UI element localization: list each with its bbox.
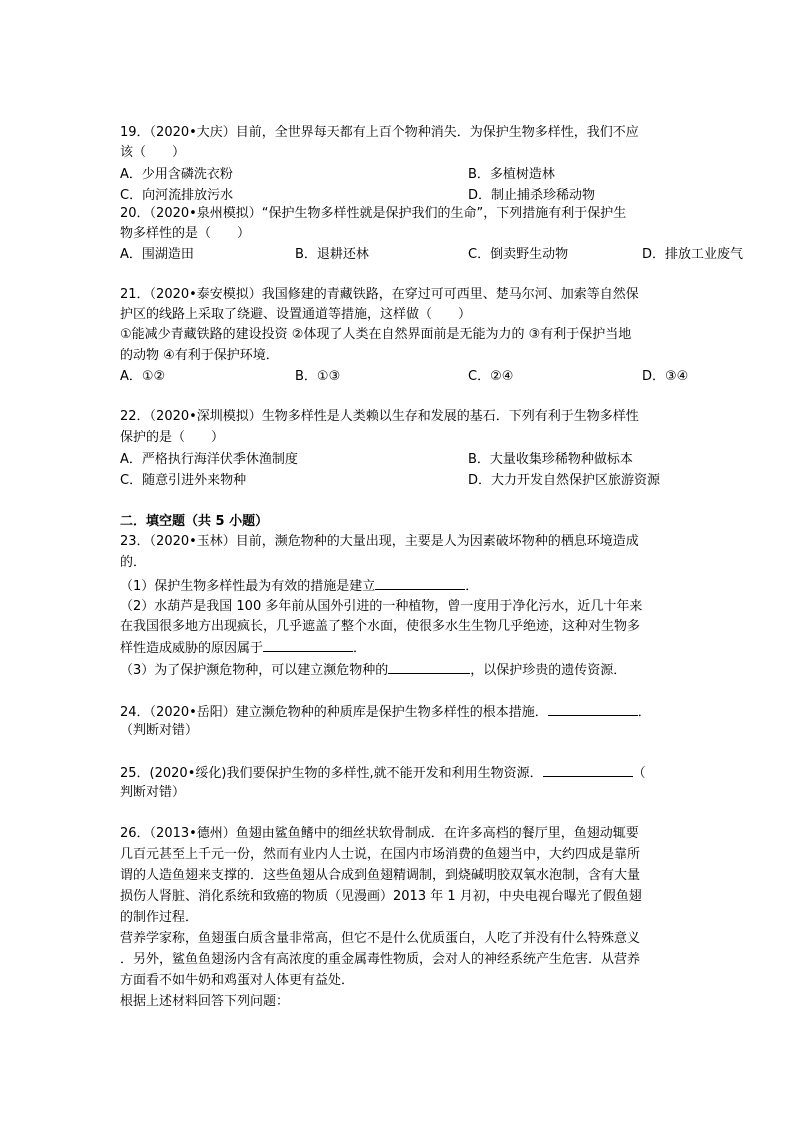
q23-sub3: （3）为了保护濒危物种，可以建立濒危物种的 ，以保护珍贵的遗传资源． — [120, 659, 626, 681]
q21-stem-line1: 21．（2020•泰安模拟）我国修建的青藏铁路，在穿过可可西里、楚马尔河、加索等自然保 — [120, 287, 639, 302]
q26-line: 的制作过程． — [120, 910, 199, 925]
q21-option-a: A．①② — [120, 369, 166, 384]
q19-options-row1 — [120, 165, 760, 185]
q23-stem-line2: 的． — [120, 555, 147, 570]
q20-option-d: D．排放工业废气 — [642, 247, 744, 262]
q19-option-c: C．向河流排放污水 — [120, 188, 234, 203]
q21-stem-line2: 护区的线路上采取了绕避、设置通道等措施，这样做（ ） — [120, 307, 472, 322]
q20-option-c: C．倒卖野生动物 — [468, 247, 569, 262]
q22-option-b: B．大量收集珍稀物种做标本 — [468, 452, 633, 467]
q26-line: 26．（2013•德州）鱼翅由鲨鱼鳍中的细丝状软骨制成．在许多高档的餐厅里，鱼翅动辄要 — [120, 826, 639, 841]
q19-option-b: B．多植树造林 — [468, 167, 555, 182]
q21-stem-line3: ①能减少青藏铁路的建设投资 ②体现了人类在自然界面前是无能为力的 ③有利于保护当地 — [120, 327, 632, 342]
q20-stem-line1: 20．（2020•泉州模拟）“保护生物多样性就是保护我们的生命”，下列措施有利于保护生 — [120, 206, 627, 221]
q23-sub1: （1）保护生物多样性最为有效的措施是建立 ． — [120, 575, 478, 597]
q23-sub2-line2: 在我国很多地方出现疯长，几乎遮盖了整个水面，使很多水生生物几乎绝迹，这种对生物多 — [120, 619, 641, 634]
q26-line: 损伤人肾脏、消化系统和致癌的物质（见漫画）2013 年 1 月初，中央电视台曝光了假鱼翅 — [120, 889, 642, 904]
q26-line: 根据上述材料回答下列问题： — [120, 994, 290, 1009]
q19-stem-line1: 19．（2020•大庆）目前，全世界每天都有上百个物种消失．为保护生物多样性，我们不应 — [120, 125, 639, 140]
q25-stem-line1: 25．(2020•绥化)我们要保护生物的多样性,就不能开发和利用生物资源． （ — [120, 762, 646, 784]
q26-line: 谓的人造鱼翅来支撑的．这些鱼翅从合成到鱼翅精调制，到烧碱明胶双氧水泡制，含有大量 — [120, 868, 641, 883]
q21-options-row — [120, 367, 760, 387]
q26-line: 几百元甚至上千元一份，然而有业内人士说，在国内市场消费的鱼翅当中，大约四成是靠所 — [120, 847, 641, 862]
q23-stem-line1: 23．（2020•玉林）目前，濒危物种的大量出现，主要是人为因素破坏物种的栖息环境造成 — [120, 534, 639, 549]
q26-line: 方面看不如牛奶和鸡蛋对人体更有益处． — [120, 973, 355, 988]
q22-option-d: D．大力开发自然保护区旅游资源 — [468, 473, 661, 488]
q21-option-b: B．①③ — [295, 369, 341, 384]
q19-option-d: D．制止捕杀珍稀动物 — [468, 188, 596, 203]
q20-stem-line2: 物多样性的是（ ） — [120, 226, 251, 241]
q24-answer-blank[interactable] — [548, 701, 638, 716]
q23-sub2-line3: 样性造成威胁的原因属于 ． — [120, 637, 366, 659]
q24-stem-line1: 24．（2020•岳阳）建立濒危物种的种质库是保护生物多样性的根本措施． ． — [120, 701, 651, 723]
q23-sub1-answer-blank[interactable] — [375, 575, 465, 590]
q22-stem-line2: 保护的是（ ） — [120, 430, 225, 445]
q19-option-a: A．少用含磷洗衣粉 — [120, 167, 233, 182]
q23-sub2-line1: （2）水葫芦是我国 100 多年前从国外引进的一种植物，曾一度用于净化污水，近几十年来 — [120, 599, 643, 614]
q20-options-row — [120, 245, 760, 265]
q19-stem-line2: 该（ ） — [120, 145, 186, 160]
q22-stem-line1: 22．（2020•深圳模拟）生物多样性是人类赖以生存和发展的基石．下列有利于生物多样性 — [120, 409, 639, 424]
q25-answer-blank[interactable] — [543, 762, 633, 777]
q23-sub3-answer-blank[interactable] — [388, 659, 470, 674]
q20-option-a: A．围湖造田 — [120, 247, 194, 262]
section-heading-fill-in: 二．填空题（共 5 小题） — [120, 514, 269, 529]
q22-option-c: C．随意引进外来物种 — [120, 473, 247, 488]
q25-stem-line2: 判断对错） — [120, 785, 186, 800]
q19-options-row2 — [120, 186, 760, 206]
q21-stem-line4: 的动物 ④有利于保护环境． — [120, 348, 279, 363]
q26-line: 营养学家称，鱼翅蛋白质含量非常高，但它不是什么优质蛋白，人吃了并没有什么特殊意义 — [120, 931, 641, 946]
q23-sub2-answer-blank[interactable] — [263, 637, 353, 652]
q21-option-c: C．②④ — [468, 369, 514, 384]
q20-option-b: B．退耕还林 — [295, 247, 369, 262]
q22-option-a: A．严格执行海洋伏季休渔制度 — [120, 452, 298, 467]
q22-options-row2 — [120, 471, 760, 491]
q22-options-row1 — [120, 450, 760, 470]
q21-option-d: D．③④ — [642, 369, 689, 384]
q24-stem-line2: （判断对错） — [120, 723, 199, 738]
q26-line: ．另外，鲨鱼鱼翅汤内含有高浓度的重金属毒性物质，会对人的神经系统产生危害．从营养 — [120, 952, 641, 967]
